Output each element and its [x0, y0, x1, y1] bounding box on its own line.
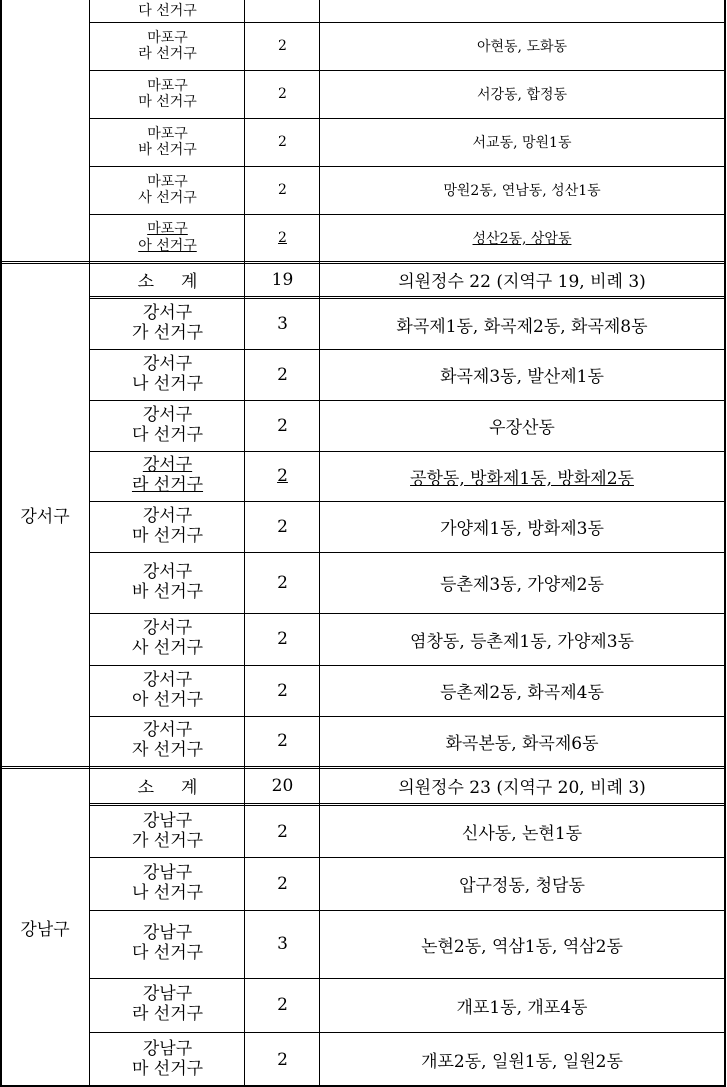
district-gu-label: 마포구	[147, 77, 188, 94]
gu-name-gangnam	[0, 768, 90, 1087]
gu-name: 강서구	[20, 507, 70, 527]
district-name-label: 라 선거구	[138, 46, 197, 62]
district-name-label: 다 선거구	[131, 424, 204, 445]
dongs-value: 아현동, 도화동	[476, 39, 568, 55]
dongs-value: 화곡제1동, 화곡제2동, 화곡제8동	[396, 316, 648, 337]
table-rule	[90, 349, 724, 350]
seats-value: 2	[277, 680, 288, 701]
table-rule	[244, 0, 245, 1087]
district-name-label: 바 선거구	[138, 142, 197, 158]
gu-name-gangseo	[0, 263, 90, 766]
table-rule	[90, 803, 724, 804]
table-rule	[90, 665, 724, 666]
dongs-value: 화곡제3동, 발산제1동	[440, 367, 604, 387]
dongs-value: 개포1동, 개포4동	[456, 997, 588, 1018]
district-gu-label: 강서구	[142, 404, 193, 425]
dongs-value: 서강동, 합정동	[476, 87, 568, 103]
dongs-value: 신사동, 논현1동	[461, 824, 583, 844]
district-name-cell	[90, 214, 245, 261]
dongs-value: 압구정동, 청담동	[459, 876, 585, 896]
table-rule	[90, 805, 724, 806]
dongs-cell	[320, 910, 724, 978]
seats-value: 2	[277, 629, 288, 649]
seats-value: 2	[278, 38, 287, 54]
table-rule	[0, 768, 726, 769]
district-gu-label: 마포구	[147, 125, 188, 142]
seats-value: 2	[277, 415, 288, 436]
seats-cell	[245, 400, 320, 451]
subtotal-label-cell	[90, 768, 245, 803]
district-name-label: 나 선거구	[131, 882, 204, 903]
district-gu-label: 강남구	[142, 923, 193, 944]
dongs-cell	[320, 349, 724, 400]
table-rule	[90, 451, 724, 452]
district-gu-label: 강남구	[142, 984, 193, 1005]
dongs-value: 성산2동, 상암동	[472, 230, 572, 247]
district-gu-label: 마포구	[147, 221, 188, 238]
district-gu-label: 강서구	[142, 669, 193, 690]
seats-value: 2	[278, 229, 287, 246]
dongs-cell	[320, 451, 724, 501]
district-name-label: 마 선거구	[138, 94, 197, 110]
subtotal-seats-cell	[245, 263, 320, 296]
subtotal-desc-cell	[320, 263, 724, 296]
district-name-cell	[90, 716, 245, 766]
seats-value: 2	[278, 134, 287, 150]
district-name-cell	[90, 910, 245, 978]
district-name-cell	[90, 806, 245, 857]
district-name-label: 라 선거구	[131, 475, 204, 495]
dongs-cell	[320, 299, 724, 349]
table-rule	[90, 118, 724, 119]
table-rule	[90, 552, 724, 553]
dongs-cell	[320, 501, 724, 552]
seats-value: 2	[277, 466, 288, 486]
district-name-label: 마 선거구	[131, 525, 204, 546]
district-gu-label: 강서구	[142, 455, 193, 476]
table-rule	[90, 296, 724, 297]
seats-cell	[245, 70, 320, 118]
table-rule	[90, 978, 724, 979]
seats-cell	[245, 118, 320, 166]
district-name-cell	[90, 978, 245, 1032]
seats-cell	[245, 349, 320, 400]
district-name-label: 라 선거구	[131, 1004, 204, 1024]
seats-cell	[245, 0, 320, 22]
subtotal-label: 소 계	[137, 778, 198, 798]
dongs-value: 등촌제3동, 가양제2동	[440, 575, 604, 595]
district-name-cell	[90, 0, 245, 22]
seats-cell	[245, 501, 320, 552]
dongs-cell	[320, 716, 724, 766]
seats-cell	[245, 299, 320, 349]
gu-name: 강남구	[20, 920, 70, 940]
district-gu-label: 강남구	[142, 862, 193, 883]
seats-cell	[245, 978, 320, 1032]
district-name-label: 사 선거구	[138, 190, 197, 206]
district-name-label: 사 선거구	[131, 638, 204, 658]
district-gu-label: 강서구	[142, 561, 193, 582]
table-rule	[90, 166, 724, 167]
subtotal-label-cell	[90, 263, 245, 296]
district-name-label: 다 선거구	[138, 2, 197, 19]
district-name-label: 가 선거구	[131, 323, 204, 343]
district-name-cell	[90, 552, 245, 613]
dongs-value: 등촌제2동, 화곡제4동	[440, 683, 604, 703]
subtotal-desc-cell	[320, 768, 724, 803]
seats-cell	[245, 451, 320, 501]
dongs-cell	[320, 0, 724, 22]
dongs-value: 서교동, 망원1동	[472, 135, 572, 151]
dongs-value: 망원2동, 연남동, 성산1동	[443, 183, 601, 199]
seats-cell	[245, 806, 320, 857]
seats-value: 2	[277, 1049, 288, 1070]
district-gu-label: 마포구	[147, 173, 188, 190]
dongs-value: 공항동, 방화제1동, 방화제2동	[410, 468, 634, 489]
subtotal-seats-value: 20	[271, 775, 294, 796]
seats-cell	[245, 214, 320, 261]
table-rule	[724, 0, 726, 1087]
table-rule	[90, 22, 724, 23]
table-rule	[90, 298, 724, 299]
dongs-cell	[320, 400, 724, 451]
dongs-value: 염창동, 등촌제1동, 가양제3동	[410, 631, 634, 652]
subtotal-description: 의원정수 22 (지역구 19, 비례 3)	[398, 272, 646, 292]
district-name-cell	[90, 857, 245, 910]
seats-cell	[245, 22, 320, 70]
dongs-cell	[320, 552, 724, 613]
seats-value: 2	[277, 821, 288, 842]
table-rule	[0, 261, 726, 262]
seats-cell	[245, 166, 320, 214]
seats-value: 2	[277, 572, 288, 593]
district-name-cell	[90, 118, 245, 166]
district-name-cell	[90, 299, 245, 349]
district-gu-label: 강서구	[142, 303, 193, 324]
district-name-cell	[90, 451, 245, 501]
dongs-cell	[320, 1032, 724, 1087]
dongs-cell	[320, 613, 724, 665]
district-gu-label: 강서구	[142, 720, 193, 741]
district-name-label: 아 선거구	[138, 237, 197, 254]
district-name-label: 마 선거구	[131, 1058, 204, 1079]
seats-cell	[245, 716, 320, 766]
district-gu-label: 강남구	[142, 810, 193, 831]
table-rule	[90, 501, 724, 502]
dongs-cell	[320, 665, 724, 716]
district-name-label: 가 선거구	[131, 830, 204, 851]
district-name-label: 나 선거구	[131, 373, 204, 394]
table-rule	[90, 857, 724, 858]
seats-value: 2	[277, 516, 288, 537]
seats-cell	[245, 665, 320, 716]
table-rule	[90, 400, 724, 401]
table-rule	[0, 0, 2, 1087]
dongs-value: 개포2동, 일원1동, 일원2동	[421, 1052, 623, 1072]
seats-cell	[245, 1032, 320, 1087]
district-name-cell	[90, 665, 245, 716]
table-rule	[319, 0, 320, 1087]
table-rule	[89, 0, 90, 1087]
dongs-cell	[320, 22, 724, 70]
district-name-cell	[90, 400, 245, 451]
table-rule	[90, 613, 724, 614]
district-gu-label: 강서구	[142, 353, 193, 374]
seats-cell	[245, 613, 320, 665]
seats-value: 2	[278, 86, 287, 102]
subtotal-description: 의원정수 23 (지역구 20, 비례 3)	[398, 778, 646, 798]
table-rule	[90, 910, 724, 911]
dongs-cell	[320, 214, 724, 261]
table-rule	[90, 214, 724, 215]
table-rule	[0, 766, 726, 767]
dongs-cell	[320, 806, 724, 857]
dongs-value: 논현2동, 역삼1동, 역삼2동	[421, 936, 623, 957]
seats-cell	[245, 552, 320, 613]
subtotal-seats-value: 19	[271, 269, 294, 290]
dongs-value: 우장산동	[489, 418, 555, 438]
seats-cell	[245, 857, 320, 910]
table-rule	[90, 716, 724, 717]
district-name-cell	[90, 501, 245, 552]
district-gu-label: 마포구	[147, 29, 188, 46]
table-rule	[0, 263, 726, 264]
district-name-cell	[90, 613, 245, 665]
district-name-cell	[90, 349, 245, 400]
district-name-cell	[90, 70, 245, 118]
district-name-cell	[90, 22, 245, 70]
district-gu-label: 강서구	[142, 618, 193, 639]
district-name-cell	[90, 1032, 245, 1087]
seats-cell	[245, 910, 320, 978]
seats-value: 2	[277, 995, 288, 1015]
district-gu-label: 강남구	[142, 1038, 193, 1059]
district-name-label: 다 선거구	[131, 943, 204, 963]
district-name-label: 바 선거구	[131, 581, 204, 602]
seats-value: 2	[278, 182, 287, 198]
table-rule	[90, 70, 724, 71]
seats-value: 3	[277, 934, 288, 954]
subtotal-label: 소 계	[137, 272, 198, 292]
dongs-cell	[320, 166, 724, 214]
district-name-label: 자 선거구	[131, 740, 204, 760]
district-name-label: 아 선거구	[131, 689, 204, 710]
dongs-value: 화곡본동, 화곡제6동	[445, 733, 599, 754]
subtotal-seats-cell	[245, 768, 320, 803]
district-name-cell	[90, 166, 245, 214]
seats-value: 3	[277, 314, 288, 334]
seats-value: 2	[277, 731, 288, 751]
table-rule	[90, 1032, 724, 1033]
dongs-cell	[320, 118, 724, 166]
seats-value: 2	[277, 873, 288, 894]
dongs-cell	[320, 857, 724, 910]
seats-value: 2	[277, 364, 288, 385]
dongs-value: 가양제1동, 방화제3동	[440, 519, 604, 539]
dongs-cell	[320, 978, 724, 1032]
dongs-cell	[320, 70, 724, 118]
district-gu-label: 강서구	[142, 505, 193, 526]
